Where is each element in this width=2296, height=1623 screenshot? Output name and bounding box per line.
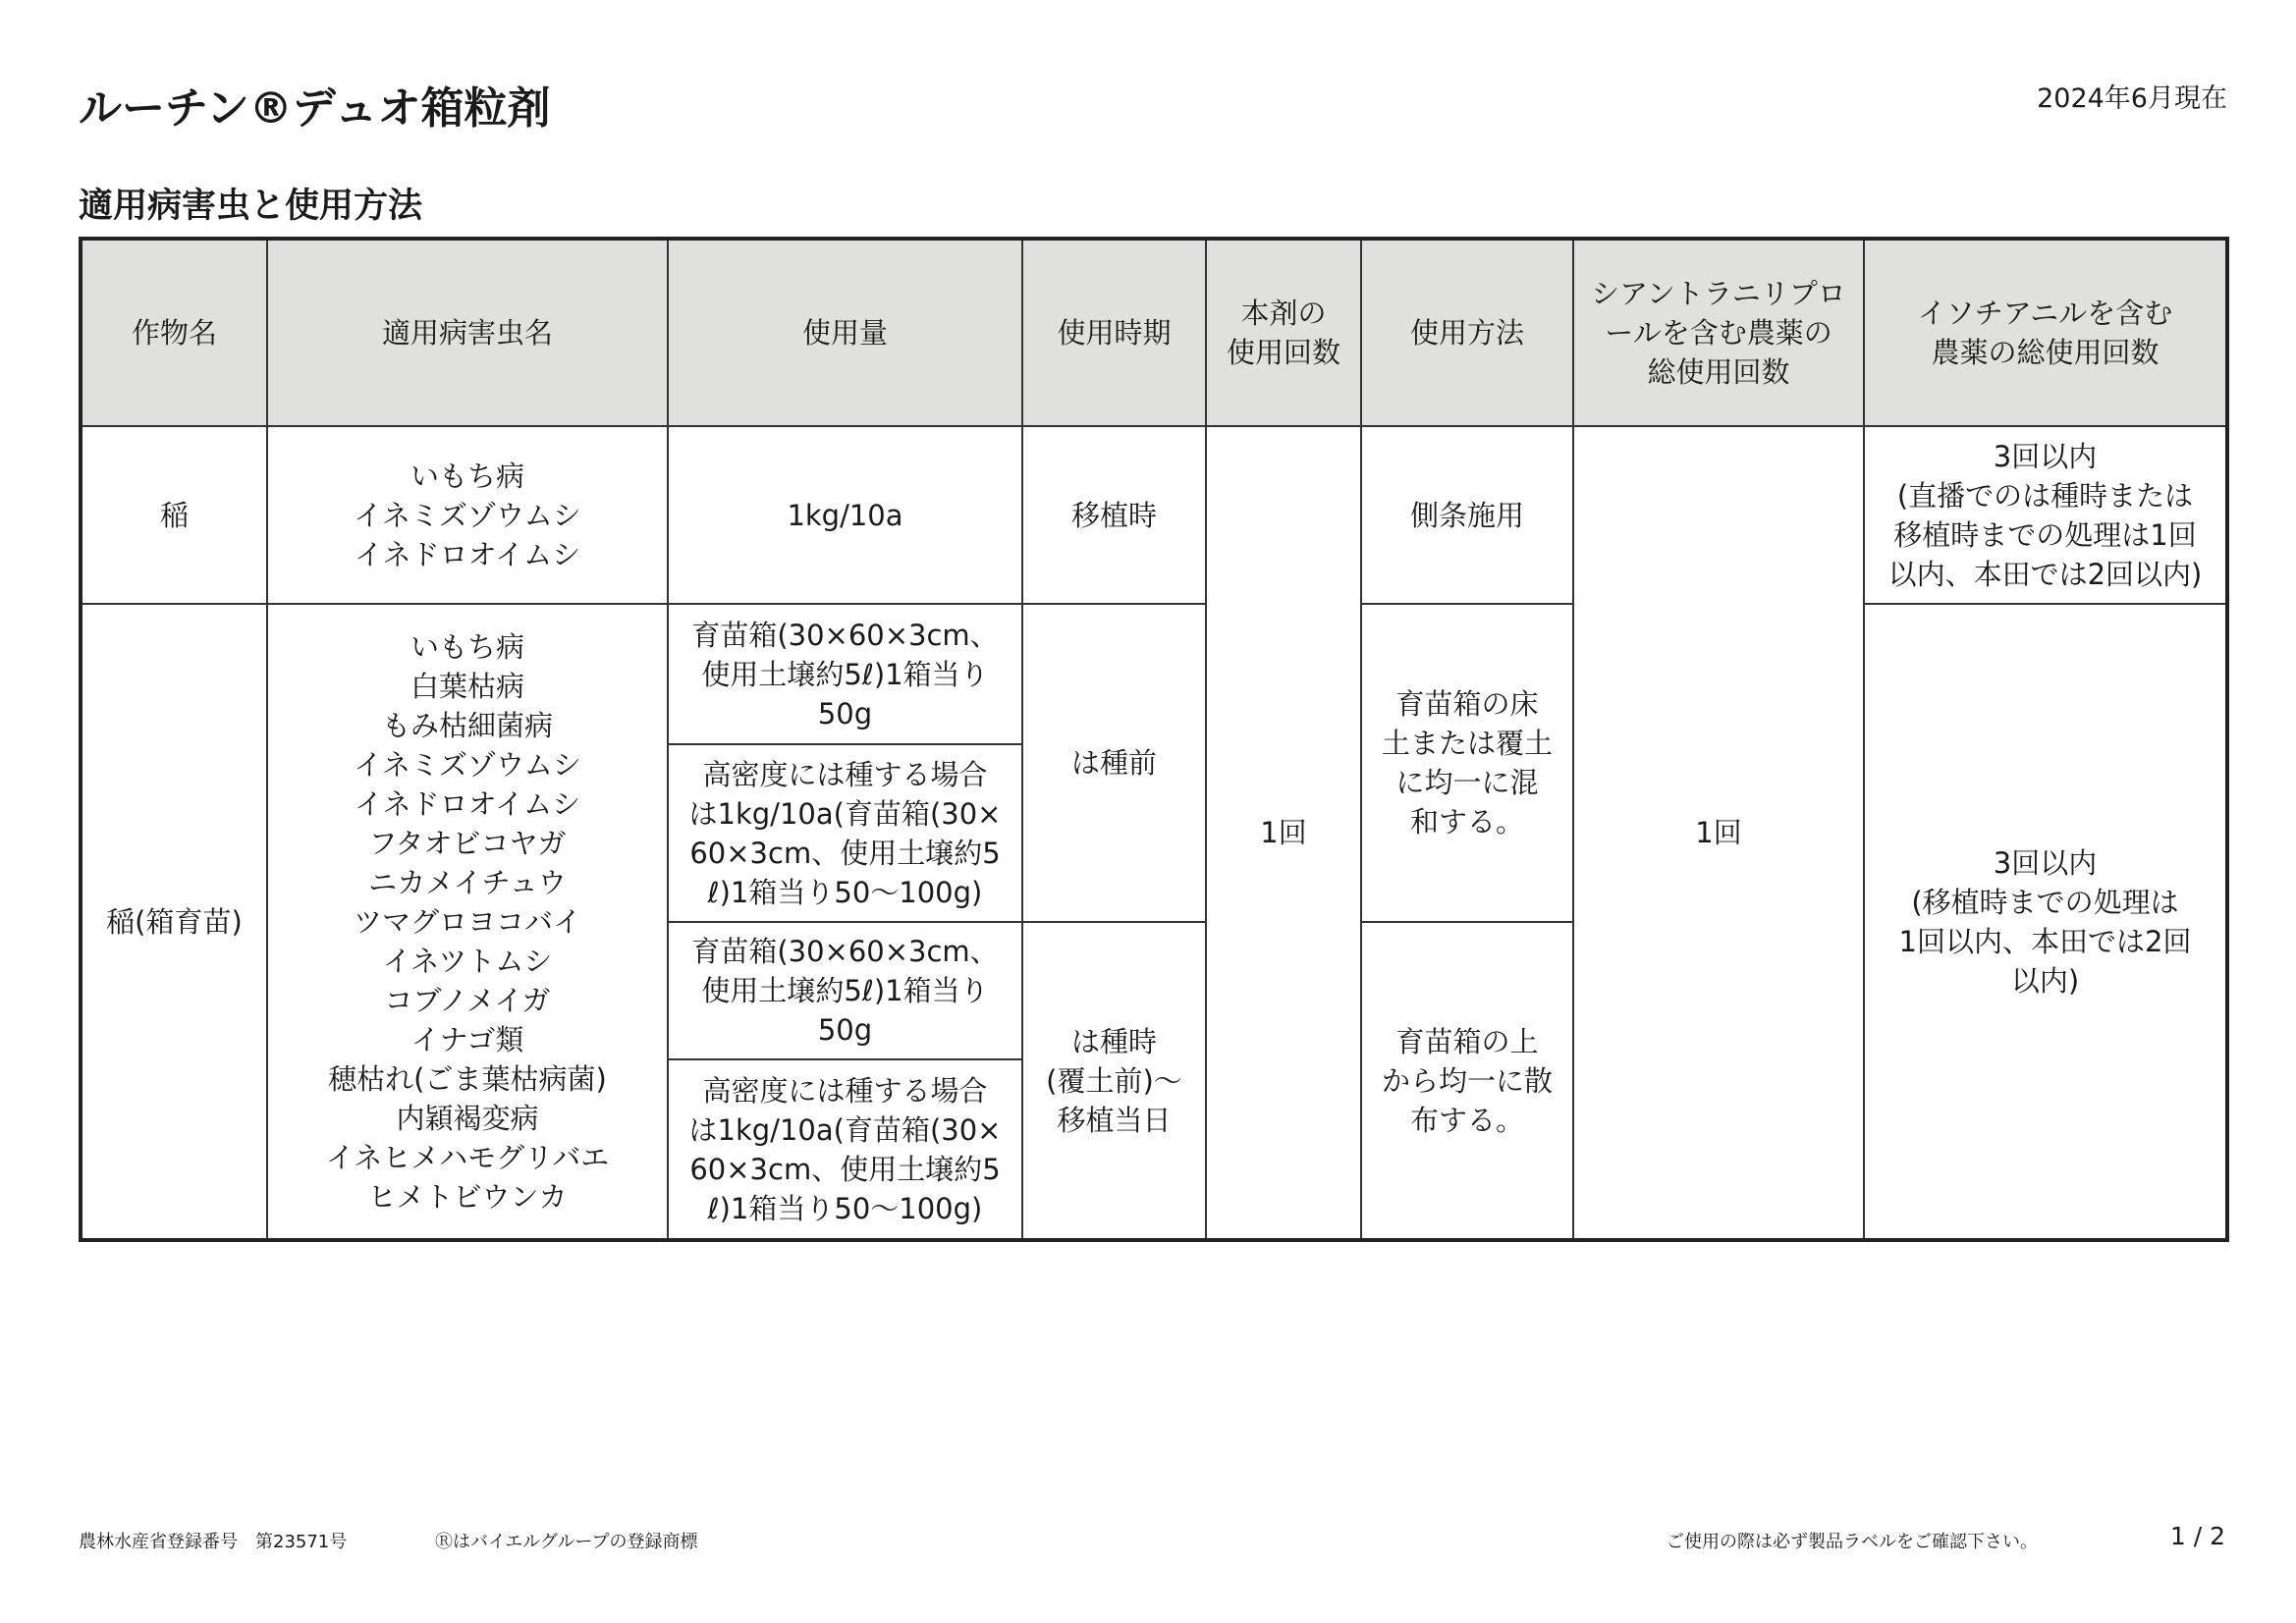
registration-number: 農林水産省登録番号 第23571号 (79, 1532, 348, 1552)
timing-cell: 移植時 (1022, 426, 1206, 604)
product-title: ルーチン®デュオ箱粒剤 (79, 83, 551, 134)
method-cell: 育苗箱の床 土または覆土 に均一に混 和する。 (1361, 604, 1573, 922)
amount-cell: 育苗箱(30×60×3cm、 使用土壌約5ℓ)1箱当り 50g (668, 604, 1022, 744)
pests-cell: いもち病 イネミズゾウムシ イネドロオイムシ (267, 426, 668, 604)
timing-cell: は種時 (覆土前)〜 移植当日 (1022, 922, 1206, 1240)
usage-notice: ご使用の際は必ず製品ラベルをご確認下さい。 (1667, 1532, 2038, 1552)
section-title: 適用病害虫と使用方法 (79, 187, 423, 226)
isotianil-count-cell: 3回以内 (直播でのは種時または 移植時までの処理は1回 以内、本田では2回以内) (1864, 426, 2227, 604)
header-method: 使用方法 (1361, 239, 1573, 426)
header-pests: 適用病害虫名 (267, 239, 668, 426)
table-row (81, 426, 2227, 604)
pests-cell: いもち病 白葉枯病 もみ枯細菌病 イネミズゾウムシ イネドロオイムシ フタオビコヤガ ニカメイチュウ ツマグロヨコバイ イネツトムシ コブノメイガ イナゴ類 穂枯れ(ごま葉枯病菌) 内穎褐変病 イネヒメハモグリバエ ヒメトビウンカ (267, 604, 668, 1240)
amount-cell: 高密度には種する場合 は1kg/10a(育苗箱(30× 60×3cm、使用土壌約5 ℓ)1箱当り50〜100g) (668, 1059, 1022, 1240)
crop-cell: 稲 (81, 426, 267, 604)
header-amount: 使用量 (668, 239, 1022, 426)
table-header-row (81, 239, 2227, 426)
timing-cell: は種前 (1022, 604, 1206, 922)
trademark-note: Ⓡはバイエルグループの登録商標 (435, 1532, 698, 1552)
header-timing: 使用時期 (1022, 239, 1206, 426)
header-cyantraniliprole-count: シアントラニリプロ ールを含む農薬の 総使用回数 (1573, 239, 1864, 426)
date-note: 2024年6月現在 (2037, 83, 2227, 114)
method-cell: 側条施用 (1361, 426, 1573, 604)
cyantraniliprole-count-cell: 1回 (1573, 426, 1864, 1240)
page-number: 1 / 2 (2169, 1522, 2225, 1550)
method-cell: 育苗箱の上 から均一に散 布する。 (1361, 922, 1573, 1240)
amount-cell: 1kg/10a (668, 426, 1022, 604)
amount-cell: 高密度には種する場合 は1kg/10a(育苗箱(30× 60×3cm、使用土壌約5 ℓ)1箱当り50〜100g) (668, 744, 1022, 922)
crop-cell: 稲(箱育苗) (81, 604, 267, 1240)
usage-table (79, 237, 2229, 1242)
table-row (81, 604, 2227, 744)
product-count-cell: 1回 (1206, 426, 1361, 1240)
header-product-count: 本剤の 使用回数 (1206, 239, 1361, 426)
header-crop: 作物名 (81, 239, 267, 426)
header-isotianil-count: イソチアニルを含む 農薬の総使用回数 (1864, 239, 2227, 426)
isotianil-count-cell: 3回以内 (移植時までの処理は 1回以内、本田では2回 以内) (1864, 604, 2227, 1240)
amount-cell: 育苗箱(30×60×3cm、 使用土壌約5ℓ)1箱当り 50g (668, 922, 1022, 1059)
